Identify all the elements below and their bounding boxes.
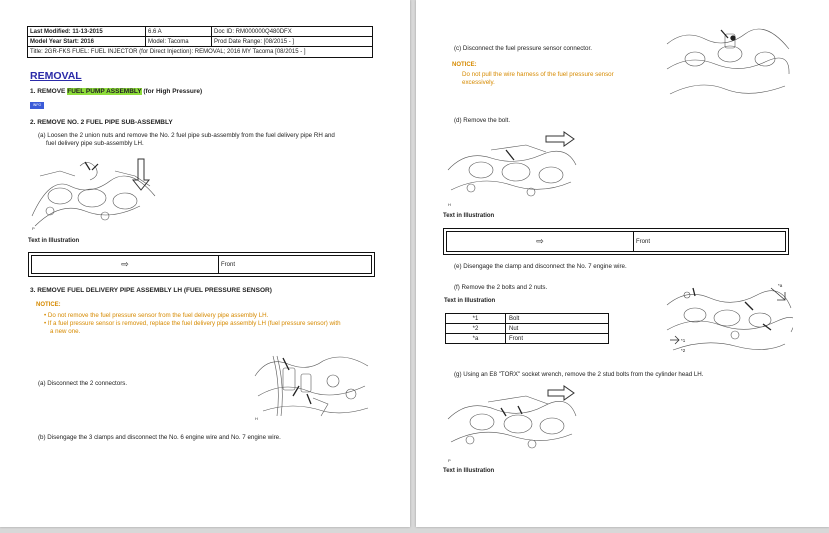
c-notice-label: NOTICE: [452,62,477,68]
step-3g: (g) Using an E8 "TORX" socket wrench, remove the 2 stud bolts from the cylinder head LH. [454,371,704,378]
step-3c: (c) Disconnect the fuel pressure sensor connector. [454,45,592,52]
fig-code: H [448,202,451,207]
section-title: REMOVAL [30,70,82,82]
fig-code: H [255,416,258,421]
step-2a-line2: fuel delivery pipe sub-assembly LH. [46,140,144,147]
notice-bullet-1: • Do not remove the fuel pressure sensor from the fuel delivery pipe assembly LH. [44,312,269,319]
page-right [416,0,829,527]
text-in-illustration-label: Text in Illustration [443,213,495,219]
fuel-pump-link[interactable]: FUEL PUMP ASSEMBLY [67,88,142,95]
c-notice-line2: excessively. [462,79,495,86]
step-3a: (a) Disconnect the 2 connectors. [38,380,128,387]
model-year-start: Model Year Start: 2016 [28,37,146,46]
prod-date-range: Prod Date Range: [08/2015 - ] [214,39,295,45]
front-legend-box [443,228,789,255]
table-row: *a Front [446,334,609,344]
illustration-bolts-nuts [665,280,793,360]
table-row: *2 Nut [446,324,609,334]
callout-1: *1 [681,338,686,343]
doc-id: Doc ID: RM000000Q480DFX [214,29,292,35]
notice-bullet-2: • If a fuel pressure sensor is removed, replace the fuel delivery pipe assembly LH (fuel pressure sensor) with [44,320,341,327]
step-3d: (d) Remove the bolt. [454,117,511,124]
callout-a: *a [778,283,783,288]
step-3-heading: 3. REMOVE FUEL DELIVERY PIPE ASSEMBLY LH (FUEL PRESSURE SENSOR) [30,287,272,294]
text-in-illustration-label: Text in Illustration [28,238,80,244]
text-in-illustration-label: Text in Illustration [443,468,495,474]
version: 6.6 A [146,27,212,36]
c-notice-line1: Do not pull the wire harness of the fuel pressure sensor [462,71,614,78]
front-arrow-icon: ⇨ [446,231,634,252]
illustration-connectors [253,346,373,422]
step-1-heading: 1. REMOVE FUEL PUMP ASSEMBLY (for High Pressure) [30,88,203,95]
notice-label: NOTICE: [36,302,61,308]
info-button[interactable]: INFO [30,102,44,109]
step-3f: (f) Remove the 2 bolts and 2 nuts. [454,284,548,291]
page-left [0,0,410,527]
table-row: *1 Bolt [446,314,609,324]
step-3b: (b) Disengage the 3 clamps and disconnect the No. 6 engine wire and No. 7 engine wire. [38,434,281,441]
notice-bullet-2-cont: a new one. [50,328,81,335]
front-legend-box [28,252,375,277]
model: Model: Tacoma [146,37,212,46]
document-header-table [27,26,373,58]
front-label: Front [634,231,786,252]
fig-code: P [448,458,451,463]
front-label: Front [219,255,372,274]
step-3e: (e) Disengage the clamp and disconnect the No. 7 engine wire. [454,263,627,270]
illustration-bolt [446,130,578,208]
illustration-sensor-connector [665,24,791,104]
last-modified: Last Modified: 11-13-2015 [28,27,146,36]
illustration-fuel-pipe [30,156,160,232]
fig-code: P [32,226,35,231]
step-2a-line1: (a) Loosen the 2 union nuts and remove the No. 2 fuel pipe sub-assembly from the fuel delivery pipe RH and [38,132,335,139]
front-arrow-icon: ⇨ [31,255,219,274]
illustration-stud-bolts [446,384,578,464]
step-2-heading: 2. REMOVE NO. 2 FUEL PIPE SUB-ASSEMBLY [30,119,173,126]
text-in-illustration-label: Text in Illustration [444,298,496,304]
callout-2: *2 [681,348,686,353]
legend-table [445,313,609,344]
doc-title: Title: 2GR-FKS FUEL: FUEL INJECTOR (for Direct Injection): REMOVAL; 2016 MY Tacoma [08/2015 - ] [30,49,306,55]
